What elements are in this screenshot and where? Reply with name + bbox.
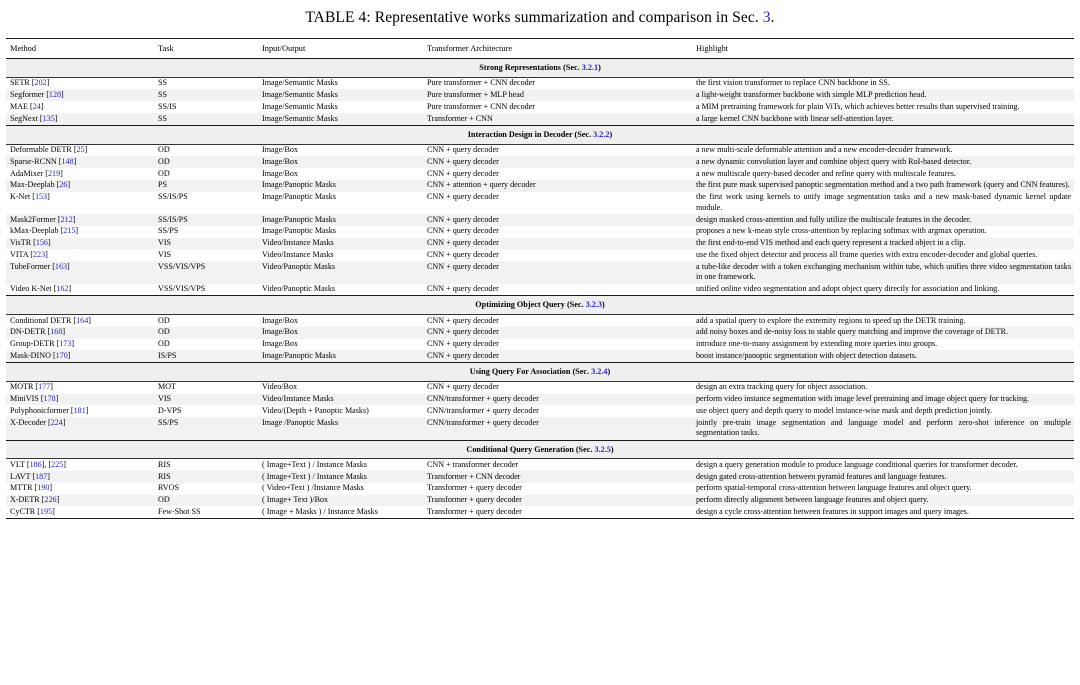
table-row[interactable] <box>6 483 1074 495</box>
method-citation[interactable]: [25] <box>73 145 88 155</box>
cell-task: OD <box>158 168 170 178</box>
cell-transformer-architecture: CNN + query decoder <box>427 284 499 294</box>
cell-task: OD <box>158 339 170 349</box>
section-title-suffix: ) <box>601 300 605 310</box>
cell-transformer-architecture: CNN/transformer + query decoder <box>427 405 539 415</box>
cell-method <box>6 249 158 261</box>
table-row[interactable] <box>6 78 1074 90</box>
cell-task: SS <box>158 113 262 125</box>
cell-transformer-architecture: CNN + query decoder <box>427 192 499 202</box>
cell-highlight: perform directly alignment between language features and object query. <box>696 495 1074 507</box>
caption-suffix: . <box>770 9 775 26</box>
cell-method <box>6 214 158 226</box>
cell-transformer-architecture: CNN + query decoder <box>427 156 696 168</box>
cell-method <box>6 89 158 101</box>
method-citation[interactable]: [170] <box>52 350 71 360</box>
cell-input-output: Image/Panoptic Masks <box>262 214 427 226</box>
cell-method <box>6 506 158 518</box>
section-header-row <box>6 59 1074 77</box>
cell-transformer-architecture: Transformer + CNN decoder <box>427 471 696 483</box>
table-row[interactable] <box>6 339 1074 351</box>
cell-method <box>6 156 158 168</box>
method-name: AdaMixer <box>10 168 46 178</box>
cell-transformer-architecture: Transformer + query decoder <box>427 483 522 493</box>
cell-task: PS <box>158 180 262 192</box>
table-row[interactable] <box>6 405 1074 417</box>
section-title-text: Strong Representations (Sec. <box>479 63 582 73</box>
cell-highlight: unified online video segmentation and adopt object query directly for association and linking. <box>696 284 1000 294</box>
cell-input-output: Image/Panoptic Masks <box>262 350 427 362</box>
cell-transformer-architecture: CNN + query decoder <box>427 350 696 362</box>
method-name: VisTR <box>10 238 34 248</box>
cell-task: MOT <box>158 382 176 392</box>
cell-input-output: ( Image + Masks ) / Instance Masks <box>262 506 378 516</box>
cell-input-output: ( Image+ Text )/Box <box>262 495 427 507</box>
cell-input-output: Image/Box <box>262 327 427 339</box>
cell-highlight: design gated cross-attention between pyramid features and language features. <box>696 471 1074 483</box>
method-citation[interactable]: [178] <box>40 394 59 404</box>
table-row[interactable] <box>6 261 1074 283</box>
cell-transformer-architecture: CNN + query decoder <box>427 382 499 392</box>
cell-method <box>6 459 158 471</box>
method-name: X-Decoder <box>10 417 48 427</box>
table-row[interactable] <box>6 180 1074 192</box>
cell-method <box>6 382 158 394</box>
cell-highlight: the first vision transformer to replace CNN backbone in SS. <box>696 78 890 88</box>
section-header-row <box>6 441 1074 459</box>
cell-input-output: Video/Box <box>262 382 298 392</box>
cell-task: SS/PS <box>158 226 179 236</box>
cell-transformer-architecture: CNN + attention + query decoder <box>427 180 696 192</box>
method-name: Conditional DETR <box>10 315 74 325</box>
table-row[interactable] <box>6 315 1074 327</box>
cell-input-output: Image/Semantic Masks <box>262 78 338 88</box>
section-title <box>6 296 1074 314</box>
cell-method <box>6 113 158 125</box>
method-citation[interactable]: [212] <box>57 214 76 224</box>
method-citation[interactable]: [195] <box>37 506 55 516</box>
cell-task: SS <box>158 78 168 88</box>
cell-input-output: Image/Semantic Masks <box>262 89 427 101</box>
method-citation[interactable]: [128] <box>46 90 64 100</box>
method-name: Group-DETR <box>10 339 57 349</box>
method-citation[interactable]: [186], [225] <box>26 459 66 469</box>
cell-highlight: design an extra tracking query for object association. <box>696 382 868 392</box>
cell-method <box>6 284 158 296</box>
cell-method <box>6 417 158 440</box>
cell-method <box>6 261 158 283</box>
table-row[interactable] <box>6 238 1074 250</box>
table-row[interactable] <box>6 101 1074 113</box>
section-title <box>6 363 1074 381</box>
cell-highlight: design a cycle cross-attention between features in support images and query images. <box>696 506 969 516</box>
cell-highlight: perform spatial-temporal cross-attention between language features and object query. <box>696 483 972 493</box>
section-title-suffix: ) <box>607 367 611 377</box>
cell-highlight: use object query and depth query to model instance-wise mask and depth prediction jointly. <box>696 405 993 415</box>
cell-transformer-architecture: CNN + query decoder <box>427 261 696 283</box>
cell-highlight: perform video instance segmentation with image level pretraining and image object query for tracking. <box>696 394 1074 406</box>
section-header-row <box>6 363 1074 381</box>
method-citation[interactable]: [177] <box>35 382 53 392</box>
cell-method <box>6 78 158 90</box>
section-divider-rule <box>6 519 1074 520</box>
cell-method <box>6 145 158 157</box>
method-citation[interactable]: [224] <box>47 417 66 427</box>
cell-task: SS/IS <box>158 101 177 111</box>
cell-input-output: Video/Panoptic Masks <box>262 284 336 294</box>
cell-input-output: Video/Instance Masks <box>262 394 427 406</box>
method-citation[interactable]: [181] <box>70 405 89 415</box>
cell-input-output: Image/Box <box>262 315 298 325</box>
cell-highlight: a new dynamic convolution layer and combine object query with RoI-based detector. <box>696 156 1074 168</box>
method-name: MAE <box>10 101 31 111</box>
method-citation[interactable]: [164] <box>73 315 91 325</box>
caption-prefix: TABLE 4: Representative works summarization and comparison in Sec. <box>305 9 763 26</box>
method-citation[interactable]: [215] <box>60 226 79 236</box>
cell-task: OD <box>158 156 262 168</box>
cell-highlight: use the fixed object detector and process all frame queries with extra encoder-decoder and global queries. <box>696 249 1038 259</box>
cell-method <box>6 192 158 214</box>
table-row[interactable] <box>6 471 1074 483</box>
cell-task: SS/PS <box>158 417 262 440</box>
method-citation[interactable]: [163] <box>52 261 70 271</box>
cell-input-output: Image/Semantic Masks <box>262 113 427 125</box>
method-name: MTTR <box>10 483 35 493</box>
section-ref-link[interactable]: 3.2.3 <box>585 300 602 310</box>
method-name: MiniVIS <box>10 394 41 404</box>
method-name: Mask-DINO <box>10 350 53 360</box>
cell-method <box>6 405 158 417</box>
method-citation[interactable]: [156] <box>33 238 51 248</box>
method-name: LAVT <box>10 471 33 481</box>
section-title <box>6 59 1074 77</box>
cell-method <box>6 471 158 483</box>
section-ref-link[interactable]: 3.2.1 <box>581 63 599 73</box>
method-name: Deformable DETR <box>10 145 74 155</box>
cell-highlight: a light-weight transformer backbone with simple MLP prediction head. <box>696 89 1074 101</box>
cell-input-output: ( Image+Text ) / Instance Masks <box>262 471 427 483</box>
section-title-suffix: ) <box>610 444 614 454</box>
cell-method <box>6 350 158 362</box>
method-citation[interactable]: [162] <box>53 284 72 294</box>
cell-highlight: add noisy boxes and de-noisy loss to stable query matching and improve the coverage of DETR. <box>696 327 1074 339</box>
table-row[interactable] <box>6 249 1074 261</box>
cell-input-output: ( Image+Text ) / Instance Masks <box>262 459 367 469</box>
table-row[interactable] <box>6 394 1074 406</box>
table-row[interactable] <box>6 226 1074 238</box>
cell-input-output: Image/Semantic Masks <box>262 101 338 111</box>
cell-highlight: design a query generation module to produce language conditional queries for transformer decoder. <box>696 459 1018 469</box>
method-name: TubeFormer <box>10 261 53 271</box>
method-name: Segformer <box>10 90 47 100</box>
table-row[interactable] <box>6 192 1074 214</box>
method-citation[interactable]: [148] <box>58 156 77 166</box>
cell-method <box>6 238 158 250</box>
cell-transformer-architecture: CNN/transformer + query decoder <box>427 394 696 406</box>
comparison-table <box>6 38 1074 519</box>
cell-transformer-architecture: CNN + query decoder <box>427 249 499 259</box>
section-title-text: Conditional Query Generation (Sec. <box>466 444 595 454</box>
table-row[interactable] <box>6 214 1074 226</box>
cell-task: RVOS <box>158 483 179 493</box>
cell-input-output: Image/Panoptic Masks <box>262 180 427 192</box>
table-row[interactable] <box>6 495 1074 507</box>
table-row[interactable] <box>6 350 1074 362</box>
cell-method <box>6 168 158 180</box>
method-citation[interactable]: [168] <box>47 327 66 337</box>
cell-input-output: ( Video+Text ) /Instance Masks <box>262 483 364 493</box>
table-row[interactable] <box>6 145 1074 157</box>
cell-transformer-architecture: Pure transformer + CNN decoder <box>427 101 535 111</box>
method-citation[interactable]: [219] <box>45 168 63 178</box>
cell-method <box>6 226 158 238</box>
column-header-transformer-architecture: Transformer Architecture <box>427 43 513 53</box>
table-row[interactable] <box>6 156 1074 168</box>
method-citation[interactable]: [26] <box>56 180 71 190</box>
cell-method <box>6 394 158 406</box>
cell-transformer-architecture: Transformer + CNN <box>427 113 696 125</box>
table-caption <box>0 0 1080 38</box>
table-row[interactable] <box>6 327 1074 339</box>
cell-method <box>6 327 158 339</box>
method-citation[interactable]: [173] <box>56 339 75 349</box>
cell-task: VSS/VIS/VPS <box>158 261 262 283</box>
cell-transformer-architecture: Transformer + query decoder <box>427 506 522 516</box>
method-name: X-DETR <box>10 495 42 505</box>
section-ref-link[interactable]: 3.2.5 <box>594 444 611 454</box>
cell-highlight: design masked cross-attention and fully utilize the multiscale features in the decoder. <box>696 214 1074 226</box>
cell-task: OD <box>158 495 262 507</box>
table-row[interactable] <box>6 284 1074 296</box>
table-row[interactable] <box>6 113 1074 125</box>
method-citation[interactable]: [153] <box>32 192 50 202</box>
cell-highlight: boost instance/panoptic segmentation with object detection datasets. <box>696 350 1074 362</box>
cell-task: VIS <box>158 249 172 259</box>
cell-highlight: jointly pre-train image segmentation and language model and perform zero-shot inference on multiple segmentation tasks. <box>696 417 1074 440</box>
cell-highlight: introduce one-to-many assignment by extending more queries into groups. <box>696 339 938 349</box>
method-name: DN-DETR <box>10 327 48 337</box>
section-title <box>6 126 1074 144</box>
cell-method <box>6 315 158 327</box>
cell-highlight: add a spatial query to explore the extremity regions to speed up the DETR training. <box>696 315 966 325</box>
method-name: CyCTR <box>10 506 38 516</box>
cell-transformer-architecture: CNN + query decoder <box>427 339 499 349</box>
section-header-row <box>6 296 1074 314</box>
column-header-method: Method <box>10 43 37 53</box>
section-ref-link[interactable]: 3.2.2 <box>593 130 610 139</box>
cell-task: SS/IS/PS <box>158 192 188 202</box>
section-ref-link[interactable]: 3.2.4 <box>591 367 608 377</box>
table-row[interactable] <box>6 459 1074 471</box>
section-title <box>6 441 1074 459</box>
method-name: VITA <box>10 249 31 259</box>
method-name: kMax-Deeplab <box>10 226 61 236</box>
cell-transformer-architecture: CNN + query decoder <box>427 226 499 236</box>
cell-task: D-VPS <box>158 405 182 415</box>
table-row[interactable] <box>6 89 1074 101</box>
section-title-text: Using Query For Association (Sec. <box>469 367 592 377</box>
cell-transformer-architecture: CNN + query decoder <box>427 145 499 155</box>
cell-highlight: a large kernel CNN backbone with linear self-attention layer. <box>696 113 1074 125</box>
method-name: Sparse-RCNN <box>10 156 59 166</box>
cell-method <box>6 495 158 507</box>
cell-task: RIS <box>158 459 171 469</box>
table-row[interactable] <box>6 417 1074 440</box>
cell-input-output: Video/(Depth + Panoptic Masks) <box>262 405 369 415</box>
cell-input-output: Image/Box <box>262 168 298 178</box>
cell-input-output: Image/Box <box>262 145 298 155</box>
method-citation[interactable]: [226] <box>41 495 60 505</box>
cell-task: RIS <box>158 471 262 483</box>
method-name: Polyphonicformer <box>10 405 71 415</box>
cell-transformer-architecture: CNN + query decoder <box>427 327 696 339</box>
section-title-suffix: ) <box>598 63 601 73</box>
cell-input-output: Image/Box <box>262 156 427 168</box>
method-name: VLT <box>10 459 27 469</box>
cell-input-output: Video/Instance Masks <box>262 249 334 259</box>
cell-method <box>6 339 158 351</box>
cell-highlight: a MIM pretraining framework for plain ViTs, which achieves better results than supervised training. <box>696 101 1020 111</box>
table-body <box>6 39 1074 520</box>
cell-method <box>6 483 158 495</box>
cell-transformer-architecture: CNN + query decoder <box>427 214 696 226</box>
method-name: SegNext <box>10 113 40 123</box>
cell-task: SS <box>158 89 262 101</box>
cell-transformer-architecture: CNN + transformer decoder <box>427 459 519 469</box>
cell-task: OD <box>158 315 170 325</box>
section-title-suffix: ) <box>609 130 613 139</box>
cell-highlight: the first pure mask supervised panoptic segmentation method and a two path framework (query and CNN features). <box>696 180 1074 192</box>
cell-task: VIS <box>158 394 262 406</box>
section-title-text: Interaction Design in Decoder (Sec. <box>467 130 594 139</box>
cell-transformer-architecture: Transformer + query decoder <box>427 495 696 507</box>
table-row[interactable] <box>6 506 1074 518</box>
cell-transformer-architecture: Pure transformer + MLP head <box>427 89 696 101</box>
section-title-text: Optimizing Object Query (Sec. <box>475 300 586 310</box>
method-name: Mask2Former <box>10 214 58 224</box>
cell-transformer-architecture: CNN + query decoder <box>427 315 499 325</box>
table-row[interactable] <box>6 168 1074 180</box>
method-citation[interactable]: [223] <box>30 249 48 259</box>
cell-input-output: Video/Instance Masks <box>262 238 427 250</box>
cell-highlight: proposes a new k-mean style cross-attention by replacing softmax with argmax operation. <box>696 226 987 236</box>
method-name: SETR <box>10 78 32 88</box>
cell-task: SS/IS/PS <box>158 214 262 226</box>
cell-task: OD <box>158 327 262 339</box>
method-citation[interactable]: [135] <box>39 113 58 123</box>
section-header-row <box>6 126 1074 144</box>
cell-input-output: Video/Panoptic Masks <box>262 261 427 283</box>
cell-task: OD <box>158 145 170 155</box>
cell-task: Few-Shot SS <box>158 506 201 516</box>
caption-section-ref[interactable]: 3 <box>762 9 771 26</box>
column-header-highlight: Highlight <box>696 43 729 53</box>
cell-transformer-architecture: CNN + query decoder <box>427 238 696 250</box>
method-name: Video K-Net <box>10 284 54 294</box>
cell-method <box>6 180 158 192</box>
cell-transformer-architecture: CNN + query decoder <box>427 168 499 178</box>
cell-input-output: Image/Box <box>262 339 298 349</box>
cell-highlight: a new multiscale query-based decoder and refine query with multiscale features. <box>696 168 957 178</box>
method-name: K-Net <box>10 192 33 202</box>
cell-input-output: Image/Panoptic Masks <box>262 226 336 236</box>
column-header-input-output: Input/Output <box>262 43 306 53</box>
table-row[interactable] <box>6 382 1074 394</box>
cell-transformer-architecture: CNN/transformer + query decoder <box>427 417 696 440</box>
table-header-row <box>6 39 1074 59</box>
cell-highlight: the first end-to-end VIS method and each query represent a tracked object in a clip. <box>696 238 1074 250</box>
method-citation[interactable]: [202] <box>31 78 50 88</box>
method-citation[interactable]: [190] <box>34 483 53 493</box>
cell-method <box>6 101 158 113</box>
method-name: MOTR <box>10 382 36 392</box>
method-citation[interactable]: [24] <box>30 101 44 111</box>
method-name: Max-Deeplab <box>10 180 57 190</box>
column-header-task: Task <box>158 43 174 53</box>
cell-input-output: Image /Panoptic Masks <box>262 417 427 440</box>
cell-task: IS/PS <box>158 350 262 362</box>
cell-task: VSS/VIS/VPS <box>158 284 206 294</box>
rule-cell <box>6 519 1074 520</box>
cell-input-output: Image/Panoptic Masks <box>262 192 336 202</box>
cell-highlight: the first work using kernels to unify image segmentation tasks and a new mask-based dynamic kernel update module. <box>696 192 1071 212</box>
cell-highlight: a new multi-scale deformable attention and a new encoder-decoder framework. <box>696 145 953 155</box>
cell-transformer-architecture: Pure transformer + CNN decoder <box>427 78 535 88</box>
cell-task: VIS <box>158 238 262 250</box>
cell-highlight: a tube-like decoder with a token exchanging mechanism within tube, which unifies three video segmentation tasks in one framework. <box>696 261 1074 283</box>
method-citation[interactable]: [187] <box>32 471 50 481</box>
